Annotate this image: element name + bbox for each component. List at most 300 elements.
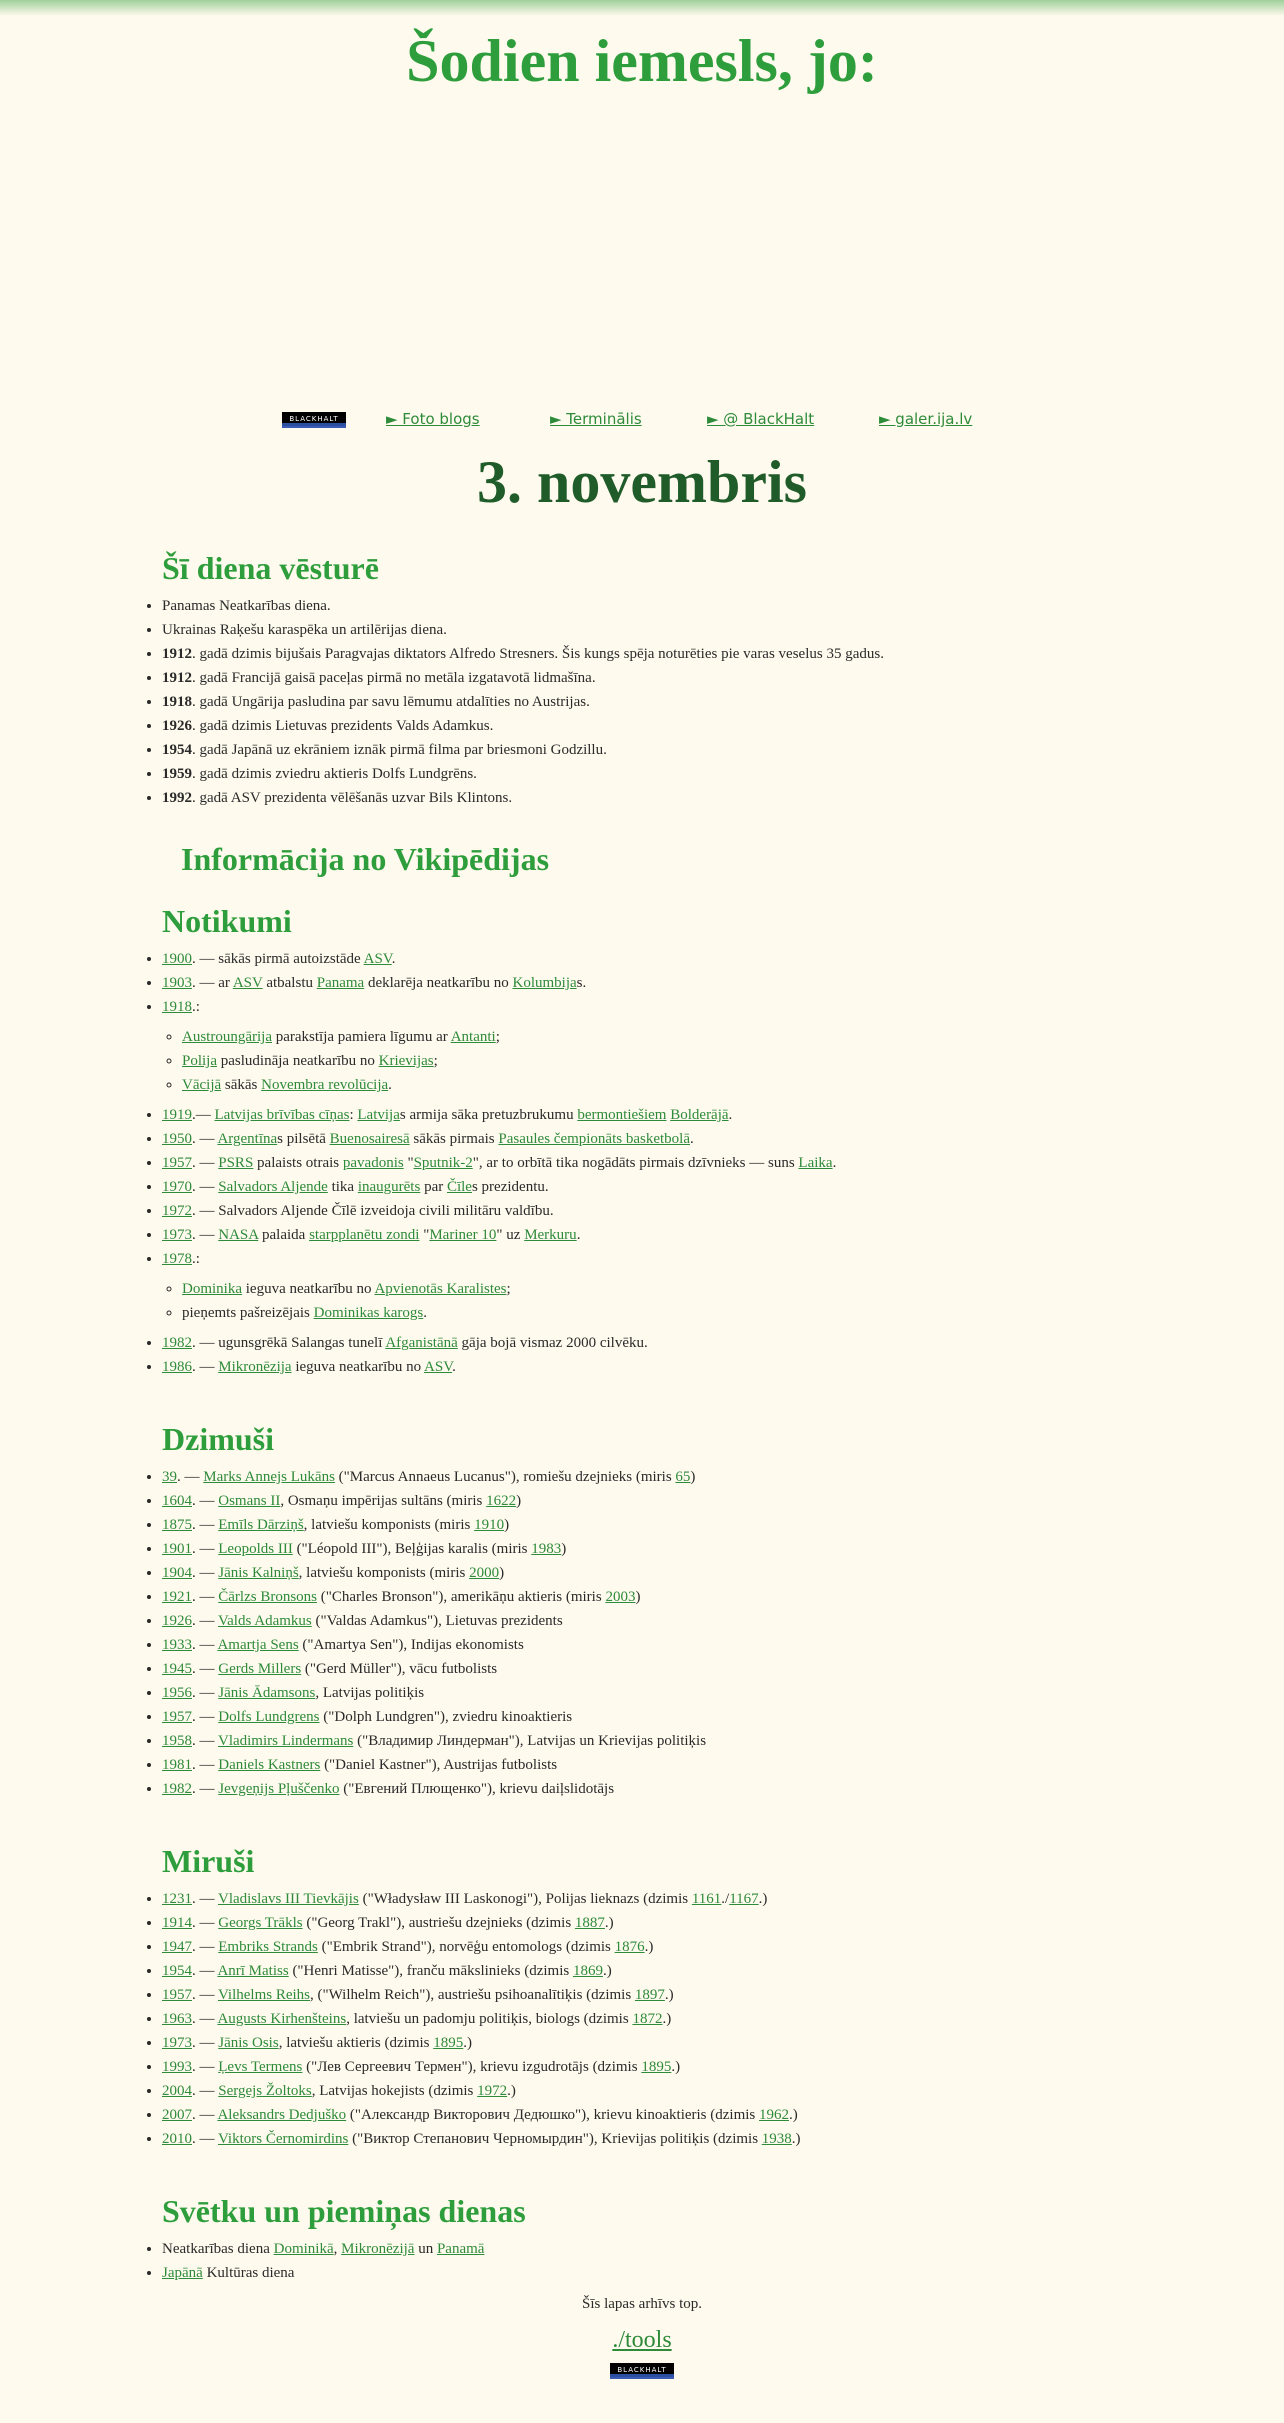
wiki-link[interactable]: Emīls Dārziņš [218,1517,304,1533]
wiki-link[interactable]: 65 [675,1469,691,1485]
wiki-link[interactable]: 1897 [634,1987,665,2003]
wiki-link[interactable]: 1900 [162,951,192,967]
history-item [162,594,1284,618]
wiki-link[interactable]: Krievijas [378,1053,434,1069]
list-item [162,971,1284,995]
item-text: ("Embrik Strand"), norvēģu entomologs (dzimis [317,1939,615,1955]
wiki-link[interactable]: Dominikas karogs [313,1305,424,1321]
item-text: ("Виктор Степанович Черномырдин"), Krievijas politiķis (dzimis [348,2131,762,2147]
item-text: ("Евгений Плющенко"), krievu daiļslidotājs [339,1781,615,1797]
footer-logo-text: BLACKHALT [617,2366,667,2374]
history-year: 1959 [162,766,192,782]
wiki-link[interactable]: 1956 [162,1685,192,1701]
born-heading: Dzimuši [162,1421,274,1457]
wiki-link[interactable]: Panama [316,975,365,991]
history-text: . gadā ASV prezidenta vēlēšanās uzvar Bils Klintons. [192,790,513,806]
item-text: .) [789,2107,798,2123]
wiki-link[interactable]: 1875 [162,1517,192,1533]
item-text: ) [561,1541,567,1557]
wiki-link[interactable]: Kolumbija [512,975,577,991]
wiki-link[interactable]: 2010 [162,2131,192,2147]
list-item [162,1935,1284,1959]
wiki-link[interactable]: Jānis Kalniņš [218,1565,299,1581]
died-heading: Miruši [162,1843,255,1879]
history-text: . gadā dzimis bijušais Paragvajas diktators Alfredo Stresners. Šis kungs spēja noturēties pie varas veselus 35 gadus. [192,646,884,662]
item-text: . — [192,2083,219,2099]
item-text: . — [192,1155,219,1171]
holidays-heading: Svētku un piemiņas dienas [162,2193,526,2229]
wiki-link[interactable]: Japānā [162,2265,203,2281]
footer-blackhalt-logo[interactable] [610,2363,674,2379]
item-text: . — [192,1709,219,1725]
date-title: 3. novembris [477,449,807,515]
item-text: ./ [721,1891,730,1907]
history-year: 1954 [162,742,192,758]
item-text: . — [192,2011,218,2027]
born-list [0,1465,1284,1801]
item-text: .) [463,2035,472,2051]
item-text: .: [192,999,200,1015]
wiki-link[interactable]: 1887 [574,1915,605,1931]
list-item [162,1777,1284,1801]
list-item [162,1465,1284,1489]
item-text: . — ar [192,975,233,991]
history-item [162,786,1284,810]
wiki-link[interactable]: Gerds Millers [218,1661,302,1677]
list-item [162,1911,1284,1935]
wiki-link[interactable]: 1161 [691,1891,722,1907]
list-item [162,2103,1284,2127]
list-item [162,1537,1284,1561]
wiki-link[interactable]: Daniels Kastners [218,1757,321,1773]
item-text: . [452,1359,456,1375]
list-item [162,1585,1284,1609]
wiki-link[interactable]: Vācijā [182,1077,222,1093]
holidays-list [0,2237,1284,2285]
item-text: Neatkarības diena [162,2241,274,2257]
item-text: ieguva neatkarību no [291,1359,425,1375]
list-item [162,1355,1284,1379]
item-text: .) [507,2083,516,2099]
sub-list-item [182,1049,1284,1073]
wiki-link[interactable]: Valds Adamkus [217,1613,312,1629]
history-item [162,642,1284,666]
wiki-link[interactable]: Mariner 10 [429,1227,497,1243]
wiki-link[interactable]: 1973 [162,2035,192,2051]
item-text: . — [192,2131,218,2147]
wiki-link[interactable]: Ļevs Termens [218,2059,303,2075]
wiki-link[interactable]: Sputnik-2 [413,1155,473,1171]
wiki-link[interactable]: 1954 [162,1963,192,1979]
item-text: ; [495,1029,500,1045]
item-text: . — [192,1757,219,1773]
wiki-link[interactable]: 2004 [162,2083,192,2099]
main-content [0,548,1284,2379]
wiki-link[interactable]: Sergejs Žoltoks [218,2083,312,2099]
list-item [162,1223,1284,1247]
history-text: . gadā Ungārija pasludina par savu lēmumu atdalīties no Austrijas. [192,694,590,710]
wiki-link[interactable]: Bolderājā [670,1107,729,1123]
archive-text: Šīs lapas arhīvs top. [582,2296,702,2312]
item-text: sākās pirmais [409,1131,499,1147]
blackhalt-logo[interactable] [282,412,346,428]
item-text: . — [192,1493,219,1509]
item-text: . — [192,1781,219,1797]
wiki-link[interactable]: Buenosairesā [329,1131,410,1147]
item-text: ("Александр Викторович Дедюшко"), krievu kinoaktieris (dzimis [346,2107,760,2123]
wiki-link[interactable]: Georgs Trākls [218,1915,303,1931]
item-text: ("Władysław III Laskonogi"), Polijas lieknazs (dzimis [358,1891,692,1907]
item-text: s armija sāka pretuzbrukumu [399,1107,578,1123]
item-text: parakstīja pamiera līgumu ar [271,1029,451,1045]
item-text: ", ar to orbītā tika nogādāts pirmais dzīvnieks — suns [472,1155,799,1171]
wiki-link[interactable]: 1957 [162,1155,192,1171]
wiki-link[interactable]: Laika [798,1155,833,1171]
wiki-link[interactable]: 2000 [469,1565,500,1581]
wiki-link[interactable]: 1903 [162,975,192,991]
wiki-link[interactable]: Novembra revolūcija [261,1077,389,1093]
wiki-link[interactable]: Anrī Matiss [217,1963,289,1979]
list-item [162,1127,1284,1151]
item-text: .) [604,1915,614,1931]
wiki-link[interactable]: Embriks Strands [218,1939,318,1955]
item-text: .) [602,1963,612,1979]
item-text: : [349,1107,358,1123]
history-item [162,690,1284,714]
wiki-link[interactable]: 1978 [162,1251,192,1267]
item-text: pasludināja neatkarību no [217,1053,379,1069]
item-text: ) [499,1565,505,1581]
wiki-link[interactable]: PSRS [218,1155,254,1171]
history-year: 1912 [162,646,192,662]
item-text: ) [504,1517,510,1533]
item-text: . — [192,1891,218,1907]
wiki-link[interactable]: 2007 [162,2107,192,2123]
wiki-link[interactable]: Salvadors Aljende [218,1179,328,1195]
list-item [162,2007,1284,2031]
item-text: ("Лев Сергеевич Термен"), krievu izgudrotājs (dzimis [302,2059,642,2075]
wiki-link[interactable]: 1957 [162,1987,192,2003]
item-text: . — [192,1915,219,1931]
wiki-link[interactable]: 1869 [572,1963,603,1979]
history-item [162,714,1284,738]
wiki-link[interactable]: Argentīna [217,1131,278,1147]
wiki-link[interactable]: Osmans II [218,1493,281,1509]
wiki-link[interactable]: 1604 [162,1493,192,1509]
list-item [162,1633,1284,1657]
wiki-link[interactable]: Mikronēzija [218,1359,292,1375]
item-text: . — Salvadors Aljende Čīlē izveidoja civili militāru valdību. [192,1203,554,1219]
wiki-link[interactable]: 1167 [729,1891,759,1907]
wiki-link[interactable]: NASA [218,1227,259,1243]
wiki-link[interactable]: 1972 [162,1203,192,1219]
history-year: 1912 [162,670,192,686]
site-title: Šodien iemesls, jo: [406,28,878,94]
history-text: Ukrainas Raķešu karaspēka un artilērijas diena. [162,622,447,638]
nav-row [282,410,1002,430]
item-text: , Osmaņu impērijas sultāns (miris [280,1493,487,1509]
history-text: . gadā dzimis zviedru aktieris Dolfs Lundgrēns. [192,766,477,782]
item-text: . [423,1305,427,1321]
wiki-link[interactable]: 1950 [162,1131,192,1147]
wiki-link[interactable]: Vilhelms Reihs [217,1987,310,2003]
wiki-link[interactable]: 1982 [162,1335,192,1351]
list-item [162,1681,1284,1705]
list-item [162,2261,1284,2285]
sub-list-item [182,1301,1284,1325]
item-text: .) [671,2059,681,2075]
wiki-link[interactable]: Vladislavs III Tievkājis [217,1891,359,1907]
history-year: 1926 [162,718,192,734]
item-text: palaida [258,1227,310,1243]
wiki-link[interactable]: 1921 [162,1589,192,1605]
wiki-link[interactable]: 1973 [162,1227,192,1243]
list-item [162,1887,1284,1911]
wiki-link[interactable]: pavadonis [342,1155,404,1171]
item-text: .: [192,1251,200,1267]
item-text: . — [192,1565,219,1581]
wiki-link[interactable]: Dominika [182,1281,242,1297]
item-text: . — [192,1179,219,1195]
wiki-link[interactable]: 1993 [162,2059,192,2075]
list-item [162,1489,1284,1513]
wiki-link[interactable]: Jānis Osis [218,2035,279,2051]
sub-list-item [182,1025,1284,1049]
wiki-link[interactable]: Merkuru [524,1227,577,1243]
item-text: . — [177,1469,204,1485]
history-item [162,618,1284,642]
wiki-link[interactable]: Dominikā [273,2241,334,2257]
wiki-link[interactable]: 1958 [162,1733,192,1749]
item-text: . — [192,1541,219,1557]
nav-link-terminalis[interactable]: ► Terminālis [550,410,642,428]
wiki-link[interactable]: Jevgeņijs Pļuščenko [218,1781,340,1797]
item-text: .) [644,1939,654,1955]
list-item [162,1331,1284,1355]
item-text: . — [192,1517,219,1533]
sub-list-item [182,1277,1284,1301]
list-item [162,1561,1284,1585]
wiki-link[interactable]: Marks Annejs Lukāns [203,1469,335,1485]
wiki-link[interactable]: Mikronēzijā [341,2241,415,2257]
item-text: ("Léopold III"), Beļģijas karalis (miris [292,1541,532,1557]
list-item [162,1103,1284,1127]
wiki-link[interactable]: starpplanētu zondi [309,1227,420,1243]
wiki-link[interactable]: 1981 [162,1757,192,1773]
item-text: . — [192,1963,218,1979]
died-list [0,1887,1284,2151]
wiki-link[interactable]: 1963 [162,2011,192,2027]
item-text: . [388,1077,392,1093]
wiki-link[interactable]: Augusts Kirhenšteins [217,2011,347,2027]
item-text: .— [192,1107,215,1123]
item-text: . — [192,1939,219,1955]
wiki-link[interactable]: 1901 [162,1541,192,1557]
item-text: " [403,1155,414,1171]
history-list [0,594,1284,810]
item-text: . [832,1155,837,1171]
wiki-link[interactable]: 1938 [761,2131,792,2147]
item-text: ("Dolph Lundgren"), zviedru kinoaktieris [319,1709,573,1725]
wiki-link[interactable]: Jānis Ādamsons [218,1685,316,1701]
wiki-link[interactable]: Latvijas brīvības cīņas [214,1107,350,1123]
wiki-link[interactable]: Latvija [357,1107,400,1123]
wiki-link[interactable]: 1904 [162,1565,192,1581]
wiki-link[interactable]: 1926 [162,1613,192,1629]
item-text: , ("Wilhelm Reich"), austriešu psihoanalītiķis (dzimis [310,1987,635,2003]
item-text: palaists otrais [253,1155,343,1171]
list-item [162,1753,1284,1777]
item-text: . — sākās pirmā autoizstāde [192,951,364,967]
wiki-link[interactable]: 1895 [641,2059,672,2075]
wiki-link[interactable]: Aleksandrs Dedjuško [217,2107,347,2123]
item-text: . — ugunsgrēkā Salangas tunelī [192,1335,386,1351]
item-text: . — [192,1613,218,1629]
wiki-link[interactable]: ASV [424,1359,453,1375]
wiki-link[interactable]: 1947 [162,1939,192,1955]
list-item [162,2079,1284,2103]
item-text: . [690,1131,694,1147]
item-text: ("Gerd Müller"), vācu futbolists [301,1661,498,1677]
wiki-link[interactable]: Apvienotās Karalistes [374,1281,507,1297]
item-text: par [420,1179,447,1195]
wiki-link[interactable]: Viktors Černomirdins [217,2131,349,2147]
item-text: . — [192,2107,218,2123]
list-item [162,1175,1284,1199]
wiki-link[interactable]: 1933 [162,1637,192,1653]
wiki-link[interactable]: 1876 [614,1939,645,1955]
wiki-link[interactable]: 1918 [162,999,192,1015]
wiki-link[interactable]: inaugurēts [357,1179,421,1195]
wiki-link[interactable]: 1957 [162,1709,192,1725]
wiki-link[interactable]: Pasaules čempionāts basketbolā [498,1131,690,1147]
wiki-link[interactable]: Antanti [450,1029,496,1045]
list-item [162,1609,1284,1633]
history-year: 1918 [162,694,192,710]
tools-link[interactable]: ./tools [612,2327,672,2353]
wiki-link[interactable]: Panamā [436,2241,485,2257]
item-text: . [576,1227,581,1243]
wiki-link[interactable]: bermontiešiem [577,1107,667,1123]
item-text: , latviešu komponists (miris [303,1517,475,1533]
wiki-link[interactable]: Dolfs Lundgrens [218,1709,320,1725]
sub-list [162,1025,1284,1097]
nav-link-galerija[interactable]: ► galer.ija.lv [879,410,973,428]
item-text: , latviešu aktieris (dzimis [278,2035,434,2051]
wiki-link[interactable]: ASV [363,951,392,967]
list-item [162,2237,1284,2261]
item-text: . [391,951,396,967]
wiki-link[interactable]: 2003 [605,1589,636,1605]
item-text: un [414,2241,437,2257]
item-text: " uz [496,1227,525,1243]
logo-text: BLACKHALT [289,415,339,423]
item-text: ("Charles Bronson"), amerikāņu aktieris (miris [317,1589,606,1605]
item-text: Kultūras diena [202,2265,295,2281]
wiki-link[interactable]: 1872 [632,2011,663,2027]
wiki-link[interactable]: 1982 [162,1781,192,1797]
wiki-link[interactable]: Amartja Sens [217,1637,299,1653]
wiki-link[interactable]: 1962 [759,2107,790,2123]
nav-link-foto-blogs[interactable]: ► Foto blogs [386,410,480,428]
item-text: . — [192,1359,219,1375]
history-item [162,666,1284,690]
item-text: , latviešu komponists (miris [298,1565,470,1581]
item-text: atbalstu [262,975,317,991]
wiki-link[interactable]: Čārlzs Bronsons [218,1589,317,1605]
history-item [162,762,1284,786]
item-text: ; [506,1281,511,1297]
wiki-link[interactable]: Afganistānā [385,1335,458,1351]
item-text: ) [516,1493,522,1509]
item-text: . — [192,1733,218,1749]
item-text: sākās [221,1077,262,1093]
item-text: ("Henri Matisse"), franču mākslinieks (dzimis [288,1963,573,1979]
item-text: tika [327,1179,358,1195]
wiki-link[interactable]: 1895 [433,2035,464,2051]
wiki-link[interactable]: ASV [232,975,263,991]
item-text: . — [192,1685,219,1701]
wiki-heading: Informācija no Vikipēdijas [181,841,550,877]
list-item [162,1657,1284,1681]
list-item [162,2127,1284,2151]
wiki-link[interactable]: Austroungārija [182,1029,272,1045]
wiki-link[interactable]: 1972 [477,2083,508,2099]
item-text: , latviešu un padomju politiķis, biologs (dzimis [346,2011,633,2027]
wiki-link[interactable]: 1622 [486,1493,517,1509]
item-text: . — [192,1637,218,1653]
wiki-link[interactable]: 1986 [162,1359,192,1375]
wiki-link[interactable]: Leopolds III [218,1541,293,1557]
wiki-link[interactable]: 1970 [162,1179,192,1195]
sub-list-item [182,1073,1284,1097]
item-text: , [333,2241,342,2257]
item-text: s prezidentu. [471,1179,549,1195]
item-text: .) [758,1891,768,1907]
events-heading: Notikumi [162,903,292,939]
list-item [162,1959,1284,1983]
item-text: ("Amartya Sen"), Indijas ekonomists [298,1637,524,1653]
list-item [162,1729,1284,1753]
item-text: s pilsētā [277,1131,330,1147]
wiki-link[interactable]: 1910 [474,1517,505,1533]
item-text: . — [192,1987,218,2003]
wiki-link[interactable]: 1983 [531,1541,562,1557]
item-text: ) [635,1589,641,1605]
list-item [162,2031,1284,2055]
list-item [162,947,1284,971]
wiki-link[interactable]: Čīle [446,1179,472,1195]
item-text: . — [192,1131,218,1147]
wiki-link[interactable]: 1945 [162,1661,192,1677]
wiki-link[interactable]: 1231 [162,1891,192,1907]
wiki-link[interactable]: 39 [162,1469,177,1485]
history-item [162,738,1284,762]
history-text: . gadā dzimis Lietuvas prezidents Valds Adamkus. [192,718,494,734]
item-text: .) [664,1987,674,2003]
item-text: ("Valdas Adamkus"), Lietuvas prezidents [311,1613,563,1629]
wiki-link[interactable]: 1919 [162,1107,192,1123]
history-text: . gadā Japānā uz ekrāniem iznāk pirmā filma par briesmoni Godzillu. [192,742,607,758]
item-text: . — [192,1227,219,1243]
wiki-link[interactable]: Polija [182,1053,218,1069]
wiki-link[interactable]: Vladimirs Lindermans [217,1733,354,1749]
list-item [162,1983,1284,2007]
history-text: Panamas Neatkarības diena. [162,598,331,614]
nav-link-blackhalt[interactable]: ► @ BlackHalt [707,410,815,428]
wiki-link[interactable]: 1914 [162,1915,192,1931]
item-text: , Latvijas hokejists (dzimis [311,2083,478,2099]
